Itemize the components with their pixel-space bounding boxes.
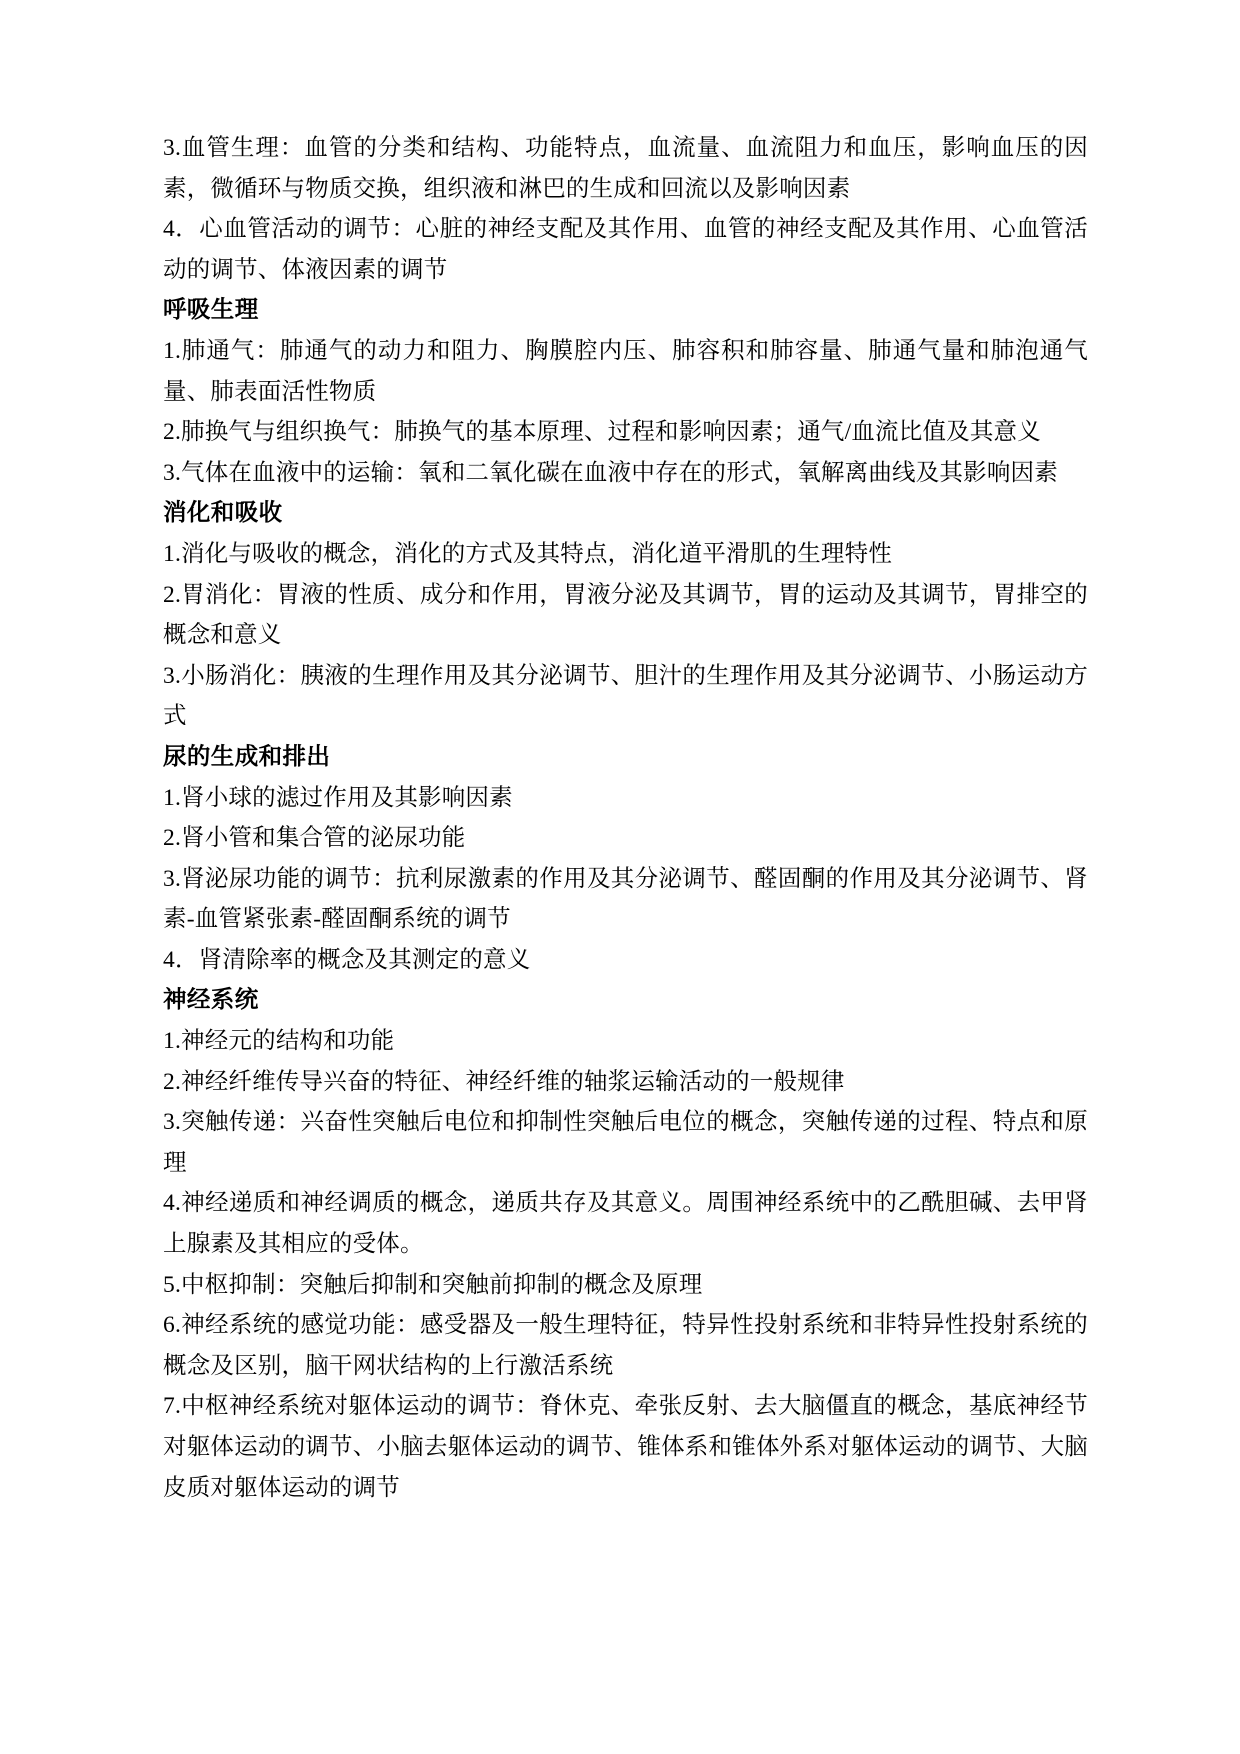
section-heading-urine-formation: 尿的生成和排出: [163, 743, 331, 770]
paragraph-nerve-fiber-conduction: 2.神经纤维传导兴奋的特征、神经纤维的轴浆运输活动的一般规律: [163, 1068, 845, 1095]
paragraph-gastric-digestion: 2.胃消化：胃液的性质、成分和作用，胃液分泌及其调节，胃的运动及其调节，胃排空的概念和意义: [163, 581, 1088, 649]
paragraph-neuron-structure: 1.神经元的结构和功能: [163, 1028, 395, 1055]
section-heading-respiratory-physiology: 呼吸生理: [163, 297, 259, 324]
paragraph-motor-regulation: 7.中枢神经系统对躯体运动的调节：脊休克、牵张反射、去大脑僵直的概念，基底神经节对躯体运动的调节、小脑去躯体运动的调节、锥体系和锥体外系对躯体运动的调节、大脑皮质对躯体运动的调节: [163, 1393, 1088, 1501]
paragraph-pulmonary-ventilation: 1.肺通气：肺通气的动力和阻力、胸膜腔内压、肺容积和肺容量、肺通气量和肺泡通气量、肺表面活性物质: [163, 337, 1088, 405]
paragraph-urine-regulation: 3.肾泌尿功能的调节：抗利尿激素的作用及其分泌调节、醛固酮的作用及其分泌调节、肾素-血管紧张素-醛固酮系统的调节: [163, 865, 1088, 933]
section-heading-digestion-absorption: 消化和吸收: [163, 500, 283, 527]
paragraph-cardiovascular-regulation: 4．心血管活动的调节：心脏的神经支配及其作用、血管的神经支配及其作用、心血管活动的调节、体液因素的调节: [163, 216, 1088, 283]
paragraph-neurotransmitters: 4.神经递质和神经调质的概念，递质共存及其意义。周围神经系统中的乙酰胆碱、去甲肾上腺素及其相应的受体。: [163, 1190, 1088, 1258]
paragraph-digestion-concept: 1.消化与吸收的概念，消化的方式及其特点，消化道平滑肌的生理特性: [163, 540, 893, 567]
paragraph-synaptic-transmission: 3.突触传递：兴奋性突触后电位和抑制性突触后电位的概念，突触传递的过程、特点和原理: [163, 1109, 1088, 1176]
paragraph-vascular-physiology: 3.血管生理：血管的分类和结构、功能特点，血流量、血流阻力和血压，影响血压的因素，微循环与物质交换，组织液和淋巴的生成和回流以及影响因素: [163, 135, 1088, 202]
section-heading-nervous-system: 神经系统: [163, 987, 259, 1014]
paragraph-glomerular-filtration: 1.肾小球的滤过作用及其影响因素: [163, 784, 513, 811]
document-body: [163, 128, 1088, 1508]
paragraph-blood-gas-transport: 3.气体在血液中的运输：氧和二氧化碳在血液中存在的形式，氧解离曲线及其影响因素: [163, 459, 1058, 486]
paragraph-central-inhibition: 5.中枢抑制：突触后抑制和突触前抑制的概念及原理: [163, 1271, 703, 1298]
paragraph-small-intestine-digestion: 3.小肠消化：胰液的生理作用及其分泌调节、胆汁的生理作用及其分泌调节、小肠运动方式: [163, 662, 1088, 730]
paragraph-renal-clearance: 4．肾清除率的概念及其测定的意义: [163, 946, 531, 973]
paragraph-tubular-function: 2.肾小管和集合管的泌尿功能: [163, 825, 466, 852]
paragraph-gas-exchange: 2.肺换气与组织换气：肺换气的基本原理、过程和影响因素；通气/血流比值及其意义: [163, 419, 1041, 446]
paragraph-sensory-function: 6.神经系统的感觉功能：感受器及一般生理特征，特异性投射系统和非特异性投射系统的概念及区别，脑干网状结构的上行激活系统: [163, 1312, 1088, 1379]
